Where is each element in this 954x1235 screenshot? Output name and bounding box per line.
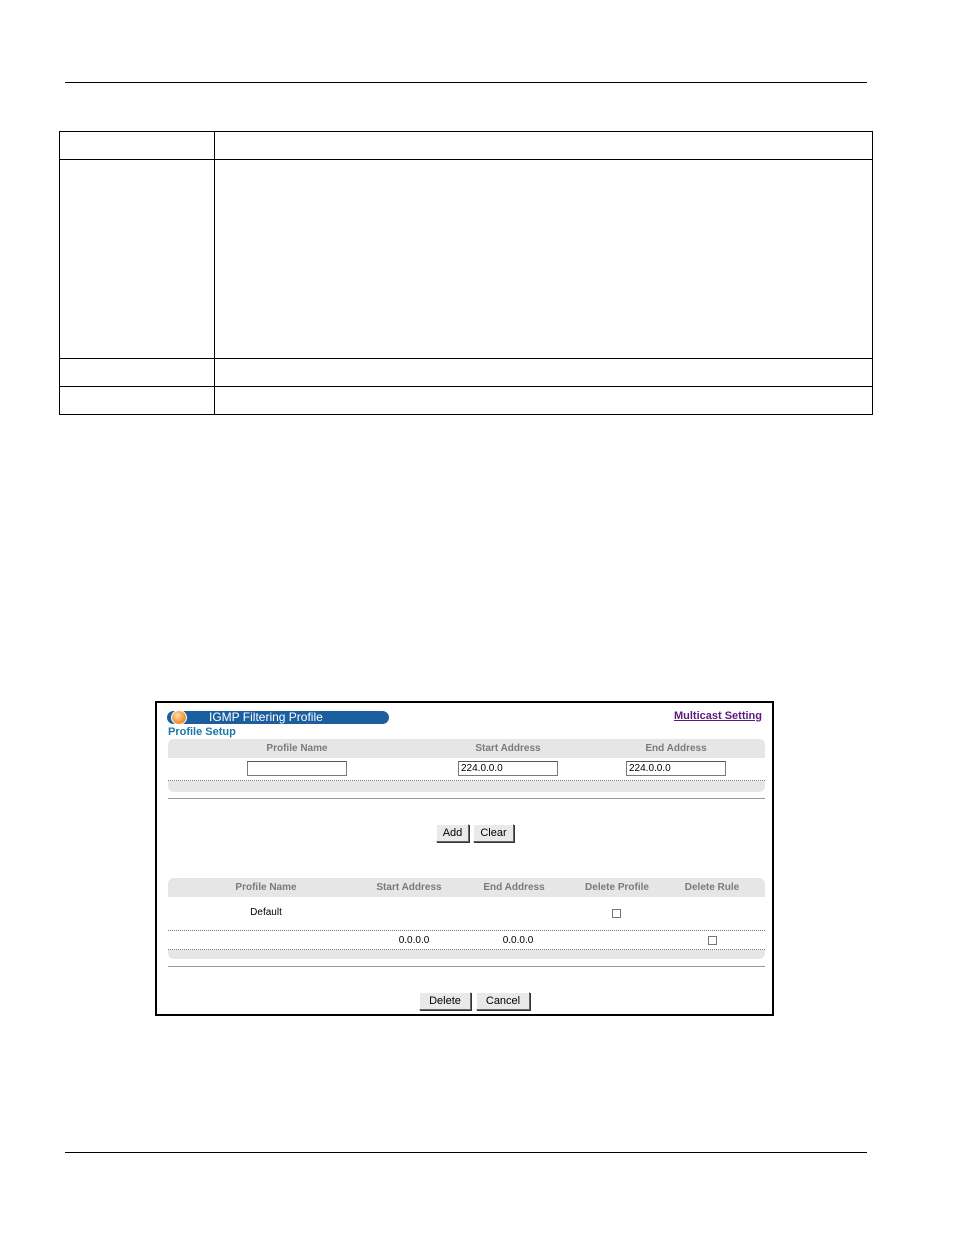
section-title: Profile Setup [168, 726, 236, 738]
delete-rule-checkbox[interactable] [708, 936, 717, 945]
cancel-button[interactable]: Cancel [476, 992, 530, 1010]
table-row [60, 359, 873, 387]
table-cell-label [60, 359, 215, 387]
table-cell-description [215, 359, 873, 387]
column-header: Start Address [376, 882, 442, 893]
start-address-input[interactable] [458, 761, 558, 776]
table-cell-label [60, 387, 215, 415]
delete-profile-checkbox[interactable] [612, 909, 621, 918]
delete-button[interactable]: Delete [419, 992, 471, 1010]
end-address-input[interactable] [626, 761, 726, 776]
clear-button[interactable]: Clear [473, 824, 514, 842]
table-cell-label [60, 160, 215, 359]
header-rule [65, 82, 867, 83]
footer-rule [65, 1152, 867, 1153]
table-row [168, 897, 765, 931]
table-row [60, 132, 873, 160]
profile-name-cell: Default [250, 907, 282, 918]
multicast-setting-link[interactable]: Multicast Setting [673, 710, 762, 722]
column-header: Profile Name [266, 743, 328, 754]
igmp-filtering-profile-screen [155, 701, 774, 1016]
divider [168, 798, 765, 799]
column-header: End Address [483, 882, 545, 893]
column-header: End Address [645, 743, 707, 754]
table-cell-description [215, 132, 873, 160]
screen-title: IGMP Filtering Profile [209, 710, 323, 724]
add-button[interactable]: Add [436, 824, 469, 842]
table-row [168, 931, 765, 950]
start-address-cell: 0.0.0.0 [398, 935, 430, 946]
column-header: Delete Profile [585, 882, 649, 893]
table-row [60, 387, 873, 415]
table-row [60, 160, 873, 359]
description-table [59, 131, 873, 415]
table-cell-label [60, 132, 215, 160]
orb-icon [171, 710, 187, 725]
column-header: Profile Name [235, 882, 297, 893]
profile-setup-panel [168, 739, 765, 792]
divider [168, 966, 765, 967]
setup-row [168, 758, 765, 781]
profile-list-panel [168, 878, 765, 959]
column-header: Start Address [475, 743, 541, 754]
table-cell-description [215, 160, 873, 359]
profile-name-input[interactable] [247, 761, 347, 776]
column-header: Delete Rule [684, 882, 740, 893]
end-address-cell: 0.0.0.0 [502, 935, 534, 946]
table-cell-description [215, 387, 873, 415]
